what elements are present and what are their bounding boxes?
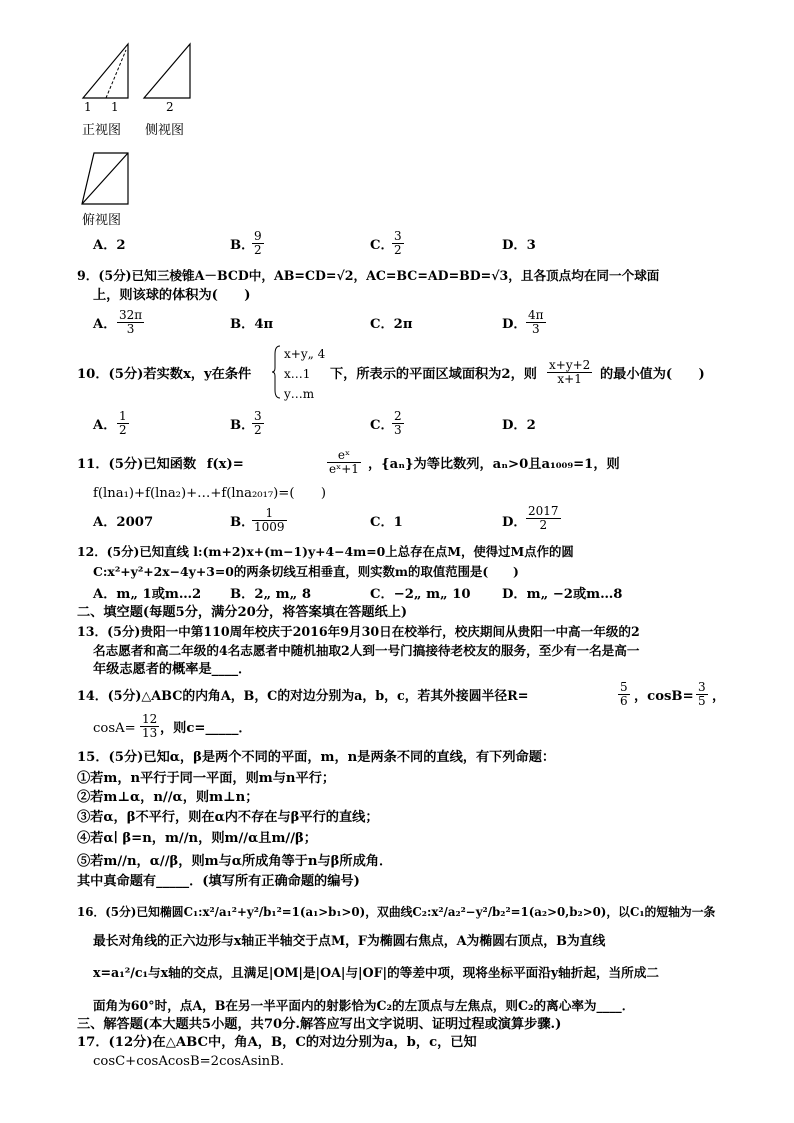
q17-line2: cosC+cosAcosB=2cosAsinB.	[93, 1054, 285, 1069]
q15-item-5: ⑤若m//n，α//β，则m与α所成角等于n与β所成角．	[77, 854, 393, 869]
front-dim-2: 1	[111, 100, 119, 114]
q9-option-d-frac: $\frac{4\pi}{3}$	[528, 308, 544, 336]
q10-option-d: D．2	[502, 418, 536, 433]
q11-pre: 11．(5分)已知函数 f(x)=	[77, 457, 244, 472]
q9-option-a-frac: $\frac{32\pi}{3}$	[119, 308, 143, 336]
section-2-heading: 二、填空题(每题5分，满分20分，将答案填在答题纸上)	[77, 605, 408, 620]
q9-option-a: A．	[93, 317, 117, 332]
q14-pre: 14．(5分)△ABC的内角A，B，C的对边分别为a，b，c，若其外接圆半径R=	[77, 689, 529, 704]
q16-line3: x=a₁²/c₁与x轴的交点，且满足|OM|是|OA|与|OF|的等差中项，现将坐标平面沿y轴折起，当所成二	[93, 965, 659, 980]
q10-option-a-frac: $\frac{1}{2}$	[119, 409, 127, 437]
q10-cond1: x+y„ 4	[284, 347, 326, 361]
side-dim: 2	[166, 100, 174, 114]
q8-option-c-frac: $\frac{3}{2}$	[394, 229, 402, 257]
q12-line2: C:x²+y²+2x−4y+3=0的两条切线互相垂直，则实数m的取值范围是( )	[93, 564, 519, 579]
q8-option-d: D．3	[502, 238, 536, 253]
q10-option-b-frac: $\frac{3}{2}$	[254, 409, 262, 437]
q11-option-b: B．	[230, 515, 255, 530]
q10-frac: $\frac{x+y+2}{x+1}$	[549, 358, 591, 386]
side-view-drawing	[144, 44, 190, 98]
front-dim-1: 1	[84, 100, 92, 114]
q11-option-d-frac: $\frac{2017}{2}$	[528, 504, 559, 532]
q14-r-frac: $\frac{5}{6}$	[620, 680, 628, 708]
three-view-figure-top	[78, 40, 198, 120]
q17-line1: 17．(12分)在△ABC中，角A，B，C的对边分别为a，b，c，已知	[77, 1035, 477, 1050]
q10-cond3: y…m	[284, 387, 315, 401]
q14-cosb-frac: $\frac{3}{5}$	[698, 680, 706, 708]
q10-option-b: B．	[230, 418, 255, 433]
q12-line1: 12．(5分)已知直线 l:(m+2)x+(m−1)y+4−4m=0上总存在点M，使得过M点作的圆	[77, 544, 574, 559]
q11-line2: f(lna₁)+f(lna₂)+…+f(lna₂₀₁₇)=( )	[93, 486, 327, 501]
q10-pre: 10．(5分)若实数x，y在条件	[77, 367, 252, 382]
q15-item-3: ③若α，β不平行，则在α内不存在与β平行的直线；	[77, 810, 379, 825]
q8-option-b: B．	[230, 238, 255, 253]
q8-option-c: C．	[370, 238, 394, 253]
q16-line2: 最长对角线的正六边形与x轴正半轴交于点M，F为椭圆右焦点，A为椭圆右顶点，B为直线	[93, 934, 606, 949]
q15-answer-prompt: 其中真命题有_____．(填写所有正确命题的编号)	[77, 874, 360, 889]
q11-option-c: C．1	[370, 515, 403, 530]
q12-option-b: B．2„ m„ 8	[230, 587, 311, 602]
q9-option-c: C．2π	[370, 317, 413, 332]
q12-option-c: C．−2„ m„ 10	[370, 587, 471, 602]
q10-option-c-frac: $\frac{2}{3}$	[394, 409, 402, 437]
q14-line2-pre: cosA=	[93, 721, 136, 736]
q9-line1: 9．(5分)已知三棱锥A－BCD中，AB=CD=√2，AC=BC=AD=BD=√3，且各顶点均在同一个球面	[77, 268, 660, 283]
q8-option-b-frac: $\frac{9}{2}$	[254, 229, 262, 257]
q11-option-a: A．2007	[93, 515, 154, 530]
q14-cosa-frac: $\frac{12}{13}$	[142, 712, 158, 740]
q13-line1: 13．(5分)贵阳一中第110周年校庆于2016年9月30日在校举行，校庆期间从贵阳一中高一年级的2	[77, 624, 640, 639]
q12-option-d: D．m„ −2或m…8	[502, 587, 623, 602]
q8-option-a: A．2	[93, 238, 126, 253]
q10-mid: 下，所表示的平面区域面积为2，则	[330, 367, 537, 382]
front-view-drawing	[83, 44, 128, 98]
q16-line1: 16．(5分)已知椭圆C₁:x²/a₁²+y²/b₁²=1(a₁>b₁>0)，双曲线C₂:x²/a₂²−y²/b₂²=1(a₂>0,b₂>0)，以C₁的短轴为一条	[77, 905, 716, 919]
q12-option-a: A．m„ 1或m…2	[93, 587, 202, 602]
q14-line2-post: ，则c=_____．	[160, 721, 252, 736]
q9-line2: 上，则该球的体积为( )	[93, 288, 251, 303]
q10-option-c: C．	[370, 418, 394, 433]
q9-option-d: D．	[502, 317, 527, 332]
top-view-drawing	[78, 150, 138, 210]
q11-frac: $\frac{\text{eˣ}}{\text{eˣ+1}}$	[329, 448, 359, 476]
q10-cond2: x…1	[284, 367, 311, 381]
q16-line4: 面角为60°时，点A，B在另一半平面内的射影恰为C₂的左顶点与左焦点，则C₂的离心率为____．	[93, 998, 635, 1013]
top-view-label: 俯视图	[82, 213, 122, 228]
q11-mid: ，{aₙ}为等比数列，aₙ>0且a₁₀₀₉=1，则	[368, 457, 620, 472]
q9-option-b: B．4π	[230, 317, 274, 332]
q10-brace	[272, 344, 282, 400]
q14-end: ，	[712, 689, 726, 704]
q15-item-1: ①若m，n平行于同一平面，则m与n平行；	[77, 771, 336, 786]
q11-option-d: D．	[502, 515, 527, 530]
q13-line3: 年级志愿者的概率是____．	[93, 662, 252, 677]
q11-option-b-frac: $\frac{1}{1009}$	[254, 506, 285, 534]
front-view-label: 正视图	[82, 123, 122, 138]
q14-mid: ，cosB=	[634, 689, 694, 704]
side-view-label: 侧视图	[145, 123, 185, 138]
q10-option-a: A．	[93, 418, 117, 433]
section-3-heading: 三、解答题(本大题共5小题，共70分.解答应写出文字说明、证明过程或演算步骤.)	[77, 1017, 562, 1032]
q15-item-4: ④若α∣ β=n，m//n，则m//α且m//β；	[77, 831, 317, 846]
q10-post: 的最小值为( )	[600, 367, 705, 382]
q15-line1: 15．(5分)已知α，β是两个不同的平面，m，n是两条不同的直线，有下列命题：	[77, 750, 556, 765]
q13-line2: 名志愿者和高二年级的4名志愿者中随机抽取2人到一号门搞接待老校友的服务，至少有一名是高一	[93, 643, 640, 658]
q15-item-2: ②若m⊥α，n//α，则m⊥n；	[77, 790, 259, 805]
